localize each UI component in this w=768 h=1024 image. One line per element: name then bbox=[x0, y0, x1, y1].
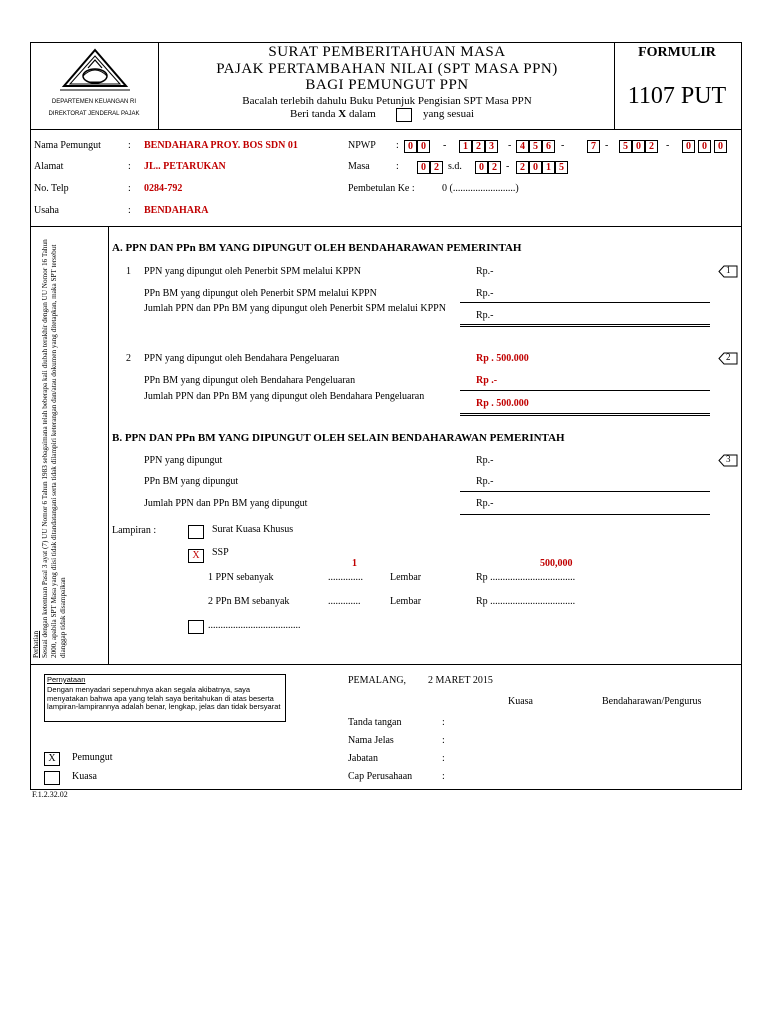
statement-box bbox=[44, 674, 286, 722]
npwp-digit: 6 bbox=[542, 140, 555, 153]
pemungut-label: Pemungut bbox=[72, 752, 113, 763]
ppn-sheets-label: 1 PPN sebanyak bbox=[208, 572, 274, 583]
alamat-value: JL.. PETARUKAN bbox=[144, 161, 226, 172]
item2-ppnbm-label: PPn BM yang dipungut oleh Bendahara Pengeluaran bbox=[144, 375, 356, 386]
npwp-label: NPWP bbox=[348, 140, 376, 151]
item2-total-underline2 bbox=[460, 415, 710, 416]
item1-ppnbm-underline bbox=[460, 302, 710, 303]
item2-total-label: Jumlah PPN dan PPn BM yang dipungut oleh Bendahara Pengeluaran bbox=[144, 391, 425, 402]
item1-total-underline bbox=[460, 324, 710, 325]
section-b-total-value: Rp.- bbox=[476, 498, 494, 509]
nama-jelas-label: Nama Jelas bbox=[348, 735, 394, 746]
cap-perusahaan-colon: : bbox=[442, 771, 445, 782]
alamat-label: Alamat bbox=[34, 161, 64, 172]
ssp-count-value: 1 bbox=[352, 558, 357, 569]
masa-from-digit: 0 bbox=[417, 161, 430, 174]
masa-dash: - bbox=[506, 161, 510, 172]
section-b-tag: 3 bbox=[718, 454, 738, 472]
statement-text: Dengan menyadari sepenuhnya akan segala akibatnya, saya menyatakan bahwa apa yang telah saya beritahukan di atas beserta lampiran-lampirannya adalah benar, lengkap, jelas dan tidak bersyarat bbox=[47, 685, 281, 711]
tanda-tangan-label: Tanda tangan bbox=[348, 717, 402, 728]
kuasa-checkbox[interactable] bbox=[44, 771, 60, 785]
usaha-colon: : bbox=[128, 205, 131, 216]
pembetulan-value: 0 (.........................) bbox=[442, 183, 519, 194]
masa-year-digit: 2 bbox=[516, 161, 529, 174]
header-divider-left bbox=[158, 42, 159, 130]
ppn-sheets-dots: .............. bbox=[328, 572, 363, 583]
other-attachment-checkbox[interactable] bbox=[188, 620, 204, 634]
item2-total-value: Rp . 500.000 bbox=[476, 398, 529, 409]
directorate-name: DIREKTORAT JENDERAL PAJAK bbox=[48, 111, 140, 117]
jabatan-colon: : bbox=[442, 753, 445, 764]
other-attachment-dots: ..................................... bbox=[208, 620, 301, 631]
section-b-ppnbm-underline bbox=[460, 491, 710, 492]
npwp-digit: 4 bbox=[516, 140, 529, 153]
nama-jelas-colon: : bbox=[442, 735, 445, 746]
side-note-divider bbox=[108, 227, 109, 665]
npwp-digit: 0 bbox=[698, 140, 711, 153]
ppnbm-lembar: Lembar bbox=[390, 596, 422, 607]
masa-year-digit: 1 bbox=[542, 161, 555, 174]
npwp-dash: - bbox=[561, 140, 565, 151]
masa-year-digit: 0 bbox=[529, 161, 542, 174]
surat-kuasa-label: Surat Kuasa Khusus bbox=[212, 524, 294, 535]
masa-from-digit: 2 bbox=[430, 161, 443, 174]
item1-ppnbm-label: PPn BM yang dipungut oleh Penerbit SPM melalui KPPN bbox=[144, 288, 377, 299]
ministry-logo bbox=[50, 46, 140, 100]
signature-kuasa: Kuasa bbox=[508, 696, 533, 707]
npwp-digit: 5 bbox=[619, 140, 632, 153]
masa-to-digit: 2 bbox=[488, 161, 501, 174]
telp-colon: : bbox=[128, 183, 131, 194]
telp-label: No. Telp bbox=[34, 183, 69, 194]
formulir-code: 1107 PUT bbox=[627, 83, 727, 109]
masa-label: Masa bbox=[348, 161, 370, 172]
ssp-amount-value: 500,000 bbox=[540, 558, 573, 569]
item1-tag: 1 bbox=[718, 265, 738, 283]
npwp-digit: 1 bbox=[459, 140, 472, 153]
usaha-value: BENDAHARA bbox=[144, 205, 209, 216]
department-name: DEPARTEMEN KEUANGAN RI bbox=[51, 99, 137, 105]
npwp-digit: 7 bbox=[587, 140, 600, 153]
instruction-mark: Beri tanda X dalam bbox=[290, 108, 376, 120]
instruction-sample-checkbox bbox=[396, 108, 412, 122]
npwp-digit: 2 bbox=[645, 140, 658, 153]
tanda-tangan-colon: : bbox=[442, 717, 445, 728]
jabatan-label: Jabatan bbox=[348, 753, 378, 764]
npwp-dash: - bbox=[666, 140, 670, 151]
section-a-title: A. PPN DAN PPn BM YANG DIPUNGUT OLEH BENDAHARAWAN PEMERINTAH bbox=[112, 242, 522, 254]
section-b-title: B. PPN DAN PPn BM YANG DIPUNGUT OLEH SELAIN BENDAHARAWAN PEMERINTAH bbox=[112, 432, 565, 444]
item2-ppn-label: PPN yang dipungut oleh Bendahara Pengeluaran bbox=[144, 353, 340, 364]
item2-ppn-value: Rp . 500.000 bbox=[476, 353, 529, 364]
item2-ppnbm-value: Rp .- bbox=[476, 375, 498, 386]
lampiran-bottom-line bbox=[30, 664, 741, 665]
section-b-ppnbm-value: Rp.- bbox=[476, 476, 494, 487]
npwp-digit: 0 bbox=[682, 140, 695, 153]
section-b-ppnbm-label: PPn BM yang dipungut bbox=[144, 476, 239, 487]
form-title-line2: PAJAK PERTAMBAHAN NILAI (SPT MASA PPN) bbox=[216, 61, 558, 77]
section-b-ppn-value: Rp.- bbox=[476, 455, 494, 466]
cap-perusahaan-label: Cap Perusahaan bbox=[348, 771, 413, 782]
item1-ppnbm-value: Rp.- bbox=[476, 288, 494, 299]
npwp-digit: 3 bbox=[485, 140, 498, 153]
masa-year-digit: 5 bbox=[555, 161, 568, 174]
ppnbm-sheets-dots: ............. bbox=[328, 596, 361, 607]
npwp-dash: - bbox=[605, 140, 609, 151]
kuasa-label: Kuasa bbox=[72, 771, 97, 782]
pemungut-checkbox[interactable]: X bbox=[44, 752, 60, 766]
identity-bottom-line bbox=[30, 226, 741, 227]
item1-total-underline2 bbox=[460, 326, 710, 327]
form-code-footer: F.1.2.32.02 bbox=[32, 790, 68, 799]
item2-total-underline bbox=[460, 413, 710, 414]
npwp-digit: 0 bbox=[632, 140, 645, 153]
instruction-mark-end: yang sesuai bbox=[423, 108, 475, 120]
telp-value: 0284-792 bbox=[144, 183, 183, 194]
surat-kuasa-checkbox[interactable] bbox=[188, 525, 204, 539]
ssp-label: SSP bbox=[212, 547, 229, 558]
item2-tag: 2 bbox=[718, 352, 738, 370]
masa-colon: : bbox=[396, 161, 399, 172]
npwp-digit: 0 bbox=[404, 140, 417, 153]
nama-label: Nama Pemungut bbox=[34, 140, 101, 151]
npwp-digit: 0 bbox=[417, 140, 430, 153]
alamat-colon: : bbox=[128, 161, 131, 172]
form-title-line1: SURAT PEMBERITAHUAN MASA bbox=[268, 44, 506, 60]
section-b-total-underline bbox=[460, 514, 710, 515]
side-note bbox=[32, 234, 107, 660]
section-b-ppn-label: PPN yang dipungut bbox=[144, 455, 223, 466]
ppn-lembar: Lembar bbox=[390, 572, 422, 583]
item1-number: 1 bbox=[126, 266, 131, 277]
signature-place: PEMALANG, bbox=[348, 675, 407, 686]
item1-total-value: Rp.- bbox=[476, 310, 494, 321]
masa-to-digit: 0 bbox=[475, 161, 488, 174]
pembetulan-label: Pembetulan Ke : bbox=[348, 183, 415, 194]
npwp-digit: 0 bbox=[714, 140, 727, 153]
signature-bendahara: Bendaharawan/Pengurus bbox=[602, 696, 702, 707]
ppn-sheets-amount: Rp .................................. bbox=[476, 572, 576, 583]
header-bottom-line bbox=[30, 129, 741, 130]
form-title-line3: BAGI PEMUNGUT PPN bbox=[305, 77, 469, 93]
lampiran-label: Lampiran : bbox=[112, 525, 157, 536]
usaha-label: Usaha bbox=[34, 205, 59, 216]
npwp-dash: - bbox=[443, 140, 447, 151]
side-note-text: Sesuai dengan ketentuan Pasal 3 ayat (7) UU Nomor 6 Tahun 1983 sebagaimana telah beberapa kali diubah terakhir dengan UU Nomor 16 Tahun 2000, apabila SPT Masa yang diisi tidak ditandatangani serta tidak dilampiri keterangan dan/atau dokumen yang ditetapkan, maka SPT tersebut dianggap tidak disampaikan bbox=[41, 239, 67, 658]
ssp-checkbox[interactable]: X bbox=[188, 549, 204, 563]
npwp-digit: 5 bbox=[529, 140, 542, 153]
masa-sd: s.d. bbox=[448, 161, 462, 172]
section-b-total-label: Jumlah PPN dan PPn BM yang dipungut bbox=[144, 498, 308, 509]
nama-colon: : bbox=[128, 140, 131, 151]
npwp-digit: 2 bbox=[472, 140, 485, 153]
garuda-emblem-icon bbox=[50, 46, 140, 100]
item2-number: 2 bbox=[126, 353, 131, 364]
item1-total-label: Jumlah PPN dan PPn BM yang dipungut oleh Penerbit SPM melalui KPPN bbox=[144, 303, 446, 314]
npwp-dash: - bbox=[508, 140, 512, 151]
ppnbm-sheets-amount: Rp .................................. bbox=[476, 596, 576, 607]
ppnbm-sheets-label: 2 PPn BM sebanyak bbox=[208, 596, 290, 607]
item1-ppn-label: PPN yang dipungut oleh Penerbit SPM melalui KPPN bbox=[144, 266, 361, 277]
signature-date: 2 MARET 2015 bbox=[428, 675, 493, 686]
instruction-read-guide: Bacalah terlebih dahulu Buku Petunjuk Pengisian SPT Masa PPN bbox=[242, 95, 532, 107]
statement-title: Pernyataan bbox=[47, 675, 86, 684]
formulir-label: FORMULIR bbox=[638, 45, 716, 60]
side-note-title: Perhatian bbox=[32, 630, 40, 658]
nama-value: BENDAHARA PROY. BOS SDN 01 bbox=[144, 140, 298, 151]
item1-ppn-value: Rp.- bbox=[476, 266, 494, 277]
npwp-colon: : bbox=[396, 140, 399, 151]
item2-ppnbm-underline bbox=[460, 390, 710, 391]
